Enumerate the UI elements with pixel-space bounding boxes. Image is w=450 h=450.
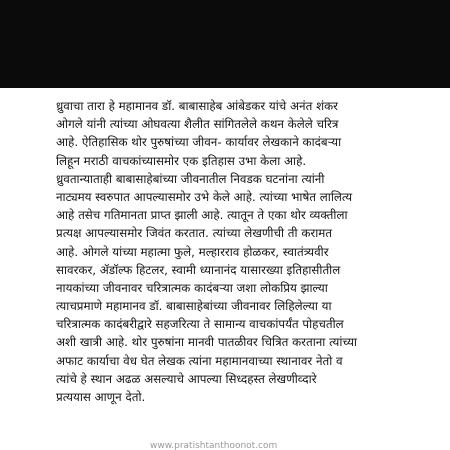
blurb-line: ध्रुवाचा तारा हे महामानव डॉ. बाबासाहेब आंबेडकर यांचे अनंत शंकर	[56, 99, 338, 113]
blurb-line: अशी खात्री आहे. थोर पुरुषांना मानवी पातळीवर चित्रित करताना त्यांच्या	[56, 335, 357, 350]
blurb-line: सावरकर, ॲडॉल्फ हिटलर, स्वामी ध्यानानंद यासारख्या इतिहासीतील	[56, 262, 341, 277]
blurb-line: लिहून मराठी वाचकांच्यासमोर एक इतिहास उभा केला आहे.	[56, 153, 307, 168]
site-watermark: www.pratishtanthoonot.com	[150, 441, 278, 450]
blurb-line: प्रत्यक्ष आपल्यासमोर जिवंत करतात. त्यांच्या लेखणीची ती करामत	[56, 226, 333, 241]
cover-dark-band	[0, 0, 450, 88]
blurb-line: त्याचप्रमाणे महामानव डॉ. बाबासाहेबांच्या जीवनावर लिहिलेल्या या	[56, 299, 332, 314]
blurb-line: त्यांचे हे स्थान अढळ असल्याचे आपल्या सिध्दहस्त लेखणीव्दारे	[56, 371, 317, 386]
blurb-line: अफाट कार्याचा वेध घेत लेखक त्यांना महामानवाच्या स्थानावर नेतो व	[56, 353, 343, 368]
blurb-line: ओगले यांनी त्यांच्या ओघवत्या शैलीत सांगितलेले कथन केलेले चरित्र	[56, 117, 339, 132]
blurb-line: नायकांच्या जीवनावर चरित्रात्मक कादंबऱ्या जशा लोकप्रिय झाल्या	[56, 280, 328, 295]
blurb-line: चरित्रात्मक कादंबरीद्वारे सहजरित्या ते सामान्य वाचकांपर्यंत पोहचतील	[56, 317, 344, 332]
blurb-line: आहे तसेच गतिमानता प्राप्त झाली आहे. त्यातून ते एका थोर व्यक्तीला	[56, 208, 348, 223]
blurb-line: प्रत्ययास आणून देतो.	[56, 390, 146, 404]
blurb-line: नाट्यमय स्वरुपात आपल्यासमोर उभे केले आहे. त्यांच्या भाषेत लालित्य	[56, 189, 353, 204]
blurb-line: आहे. ओगले यांच्या महात्मा फुले, मल्हारराव होळकर, स्वातंत्र्यवीर	[56, 244, 329, 259]
blurb-line: आहे. ऐतिहासिक थोर पुरुषांच्या जीवन- कार्यावर लेखकाने कादंबऱ्या	[56, 135, 342, 150]
blurb-line: ध्रुवतान्याताही बाबासाहेबांच्या जीवनातील निवडक घटनांना त्यांनी	[56, 171, 325, 186]
blurb-text-block	[56, 97, 441, 406]
